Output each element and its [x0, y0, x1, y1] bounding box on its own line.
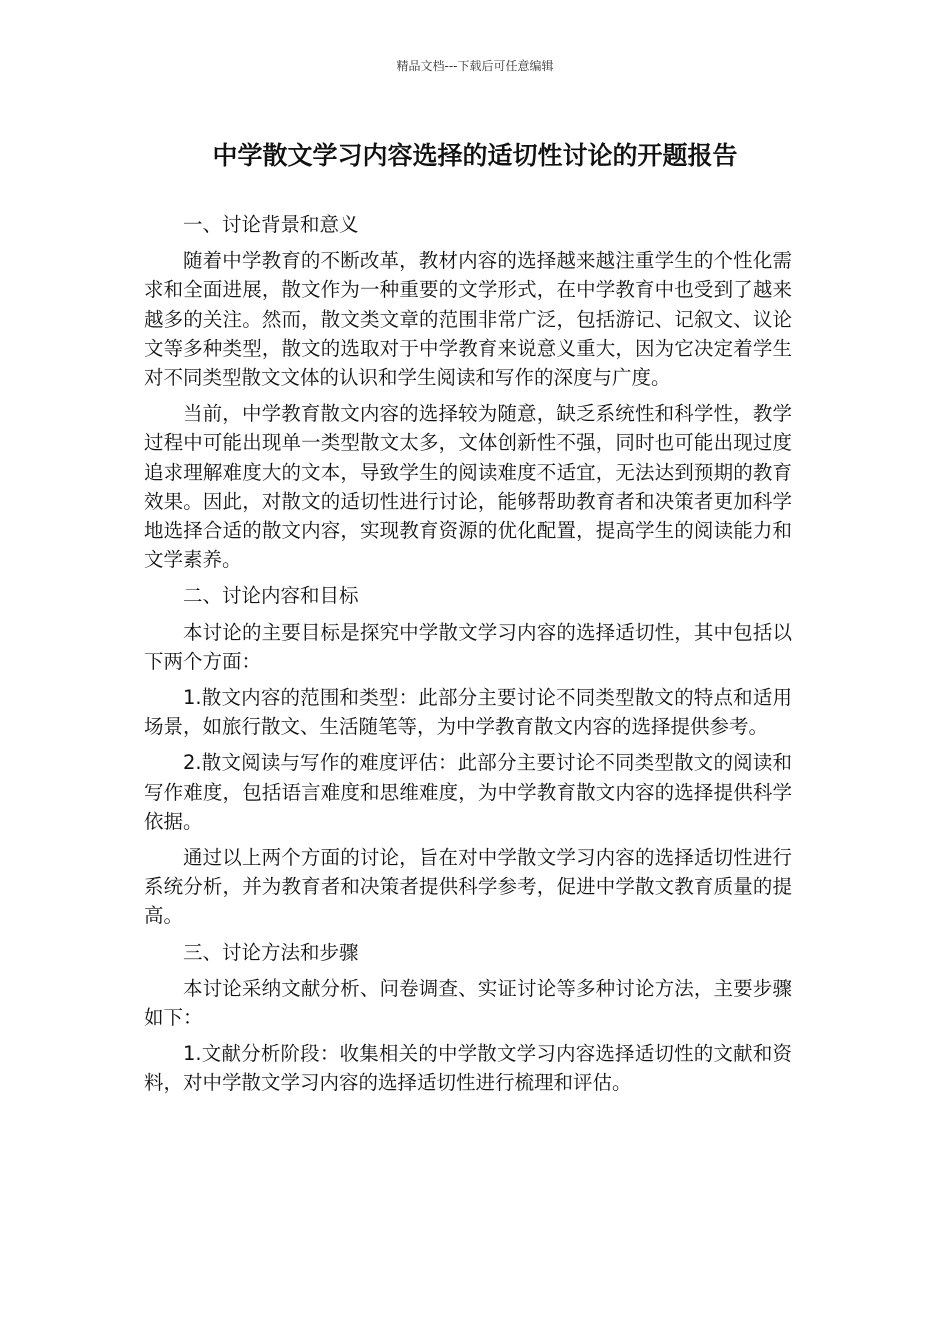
paragraph: 随着中学教育的不断改革，教材内容的选择越来越注重学生的个性化需求和全面进展，散文作为一种重要的文学形式，在中学教育中也受到了越来越多的关注。然而，散文类文章的范围非常广泛，包括游记、记叙文、议论文等多种类型，散文的选取对于中学教育来说意义重大，因为它决定着学生对不同类型散文文体的认识和学生阅读和写作的深度与广度。 — [144, 249, 792, 390]
paragraph: 2.散文阅读与写作的难度评估：此部分主要讨论不同类型散文的阅读和写作难度，包括语言难度和思维难度，为中学教育散文内容的选择提供科学依据。 — [144, 751, 792, 833]
header-note: 精品文档---下载后可任意编辑 — [396, 59, 554, 73]
paragraph: 本讨论采纳文献分析、问卷调查、实证讨论等多种讨论方法，主要步骤如下： — [144, 976, 792, 1030]
section-heading-2: 二、讨论内容和目标 — [183, 584, 359, 608]
document-body — [144, 210, 792, 1105]
section-heading-3: 三、讨论方法和步骤 — [183, 940, 359, 964]
document-title: 中学散文学习内容选择的适切性讨论的开题报告 — [212, 141, 738, 170]
paragraph: 本讨论的主要目标是探究中学散文学习内容的选择适切性，其中包括以下两个方面： — [144, 620, 792, 673]
section-heading-1: 一、讨论背景和意义 — [183, 213, 359, 236]
paragraph: 当前，中学教育散文内容的选择较为随意，缺乏系统性和科学性，教学过程中可能出现单一类型散文太多，文体创新性不强，同时也可能出现过度追求理解难度大的文本，导致学生的阅读难度不适宜，无法达到预期的教育效果。因此，对散文的适切性进行讨论，能够帮助教育者和决策者更加科学地选择合适的散文内容，实现教育资源的优化配置，提高学生的阅读能力和文学素养。 — [144, 402, 792, 572]
paragraph: 1.散文内容的范围和类型：此部分主要讨论不同类型散文的特点和适用场景，如旅行散文、生活随笔等，为中学教育散文内容的选择提供参考。 — [144, 686, 792, 739]
paragraph: 1.文献分析阶段：收集相关的中学散文学习内容选择适切性的文献和资料，对中学散文学习内容的选择适切性进行梳理和评估。 — [144, 1042, 792, 1095]
paragraph: 通过以上两个方面的讨论，旨在对中学散文学习内容的选择适切性进行系统分析，并为教育者和决策者提供科学参考，促进中学散文教育质量的提高。 — [144, 846, 792, 928]
